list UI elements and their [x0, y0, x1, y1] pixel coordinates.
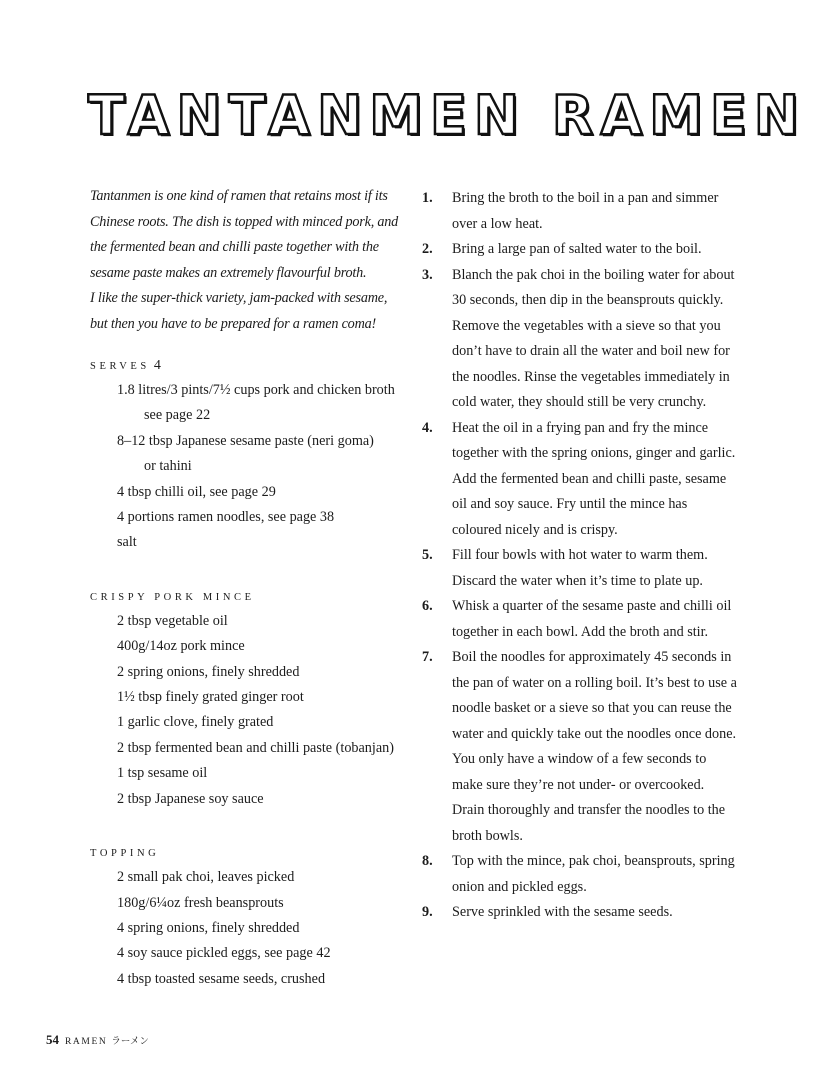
step-text: Top with the mince, pak choi, beansprouts, spring onion and pickled eggs. [452, 853, 735, 895]
ingredient-item: 2 small pak choi, leaves picked [117, 869, 295, 886]
step-text: Serve sprinkled with the sesame seeds. [452, 904, 673, 920]
step-number: 4. [422, 419, 433, 436]
step-text: Whisk a quarter of the sesame paste and chilli oil together in each bowl. Add the broth and stir. [452, 598, 732, 640]
page-number: 54 [46, 1032, 59, 1047]
page-footer [46, 1032, 149, 1048]
mince-ingredient-list [90, 609, 400, 812]
mince-heading: CRISPY PORK MINCE [90, 591, 255, 603]
method-step [420, 849, 740, 900]
step-number: 5. [422, 547, 433, 563]
recipe-title: TANTANMEN RAMEN [88, 84, 807, 147]
ingredient-item: 1½ tbsp finely grated ginger root [117, 689, 304, 706]
ingredient-item: 400g/14oz pork mince [117, 638, 245, 655]
method-step [420, 186, 740, 237]
ingredient-item: 4 portions ramen noodles, see page 38 [117, 509, 335, 526]
method-step [420, 594, 740, 645]
ingredient-item: 4 tbsp chilli oil, see page 29 [117, 483, 276, 500]
ingredient-item: 2 tbsp vegetable oil [117, 612, 228, 629]
ingredient-item: 4 soy sauce pickled eggs, see page 42 [117, 945, 331, 962]
step-number: 9. [422, 904, 433, 920]
ingredient-item: 1 garlic clove, finely grated [117, 714, 274, 731]
ingredient-continuation: or tahini [144, 458, 192, 475]
method-step [420, 543, 740, 594]
step-text: Boil the noodles for approximately 45 seconds in the pan of water on a rolling boil. It’s best to use a noodle basket or a sieve so that you can reuse the water and quickly take out the noodles once done. You only have a window of a few seconds to make sure they’re not under- or overcooked. Drain thoroughly and transfer the noodles to the broth bowls. [452, 649, 737, 844]
method-column [420, 186, 740, 926]
step-number: 1. [422, 190, 433, 206]
topping-heading: TOPPING [90, 848, 160, 860]
ingredient-item: 4 spring onions, finely shredded [117, 919, 300, 936]
step-number: 7. [422, 649, 433, 665]
ingredient-item [90, 378, 400, 429]
ingredient-item: 2 spring onions, finely shredded [117, 663, 300, 680]
method-step [420, 237, 740, 263]
ingredient-item: 2 tbsp fermented bean and chilli paste (tobanjan) [117, 739, 394, 756]
serves-count: 4 [153, 358, 161, 373]
serves-heading [90, 359, 400, 374]
method-step [420, 900, 740, 926]
book-section-japanese: ラーメン [111, 1036, 149, 1047]
step-number: 2. [422, 241, 433, 257]
ingredient-item: 1 tsp sesame oil [117, 765, 208, 782]
ingredient-item: salt [117, 534, 137, 551]
step-text: Bring the broth to the boil in a pan and simmer over a low heat. [452, 190, 719, 232]
method-step [420, 645, 740, 849]
ingredient-item: 4 tbsp toasted sesame seeds, crushed [117, 970, 326, 987]
step-text: Fill four bowls with hot water to warm them. Discard the water when it’s time to plate up. [452, 547, 708, 589]
intro-paragraph: Tantanmen is one kind of ramen that retains most if its Chinese roots. The dish is topped with minced pork, and the fermented bean and chilli paste together with the sesame paste makes an extremely flavourful broth. [90, 188, 399, 281]
method-step [420, 416, 740, 544]
step-number: 8. [422, 853, 433, 869]
recipe-intro [90, 184, 400, 337]
ingredient-text: 8–12 tbsp Japanese sesame paste (neri goma) [117, 432, 374, 449]
step-number: 3. [422, 266, 433, 283]
ingredients-column [90, 184, 400, 992]
ingredient-item: 2 tbsp Japanese soy sauce [117, 790, 264, 807]
broth-ingredient-list [90, 378, 400, 556]
step-text: Bring a large pan of salted water to the boil. [452, 241, 702, 257]
ingredient-continuation: see page 22 [144, 407, 211, 424]
serves-label: SERVES [90, 361, 150, 372]
step-number: 6. [422, 598, 433, 614]
step-text: Heat the oil in a frying pan and fry the mince together with the spring onions, ginger and garlic. Add the fermented bean and chilli paste, sesame oil and soy sauce. Fry until the mince has coloured nicely and is crispy. [452, 419, 736, 538]
topping-ingredient-list [90, 865, 400, 992]
step-text: Blanch the pak choi in the boiling water for about 30 seconds, then dip in the beansprouts quickly. Remove the vegetables with a sieve so that you don’t have to drain all the water and boil new for the noodles. Rinse the vegetables immediately in cold water, they should still be very crunchy. [452, 266, 735, 410]
ingredient-text: 1.8 litres/3 pints/7½ cups pork and chicken broth [117, 382, 395, 398]
ingredient-item: 180g/6¼oz fresh beansprouts [117, 894, 284, 911]
intro-paragraph: I like the super-thick variety, jam-packed with sesame, but then you have to be prepared for a ramen coma! [90, 290, 388, 332]
method-steps [420, 186, 740, 926]
book-section: RAMEN [65, 1037, 108, 1047]
method-step [420, 263, 740, 416]
ingredient-item [90, 429, 400, 480]
